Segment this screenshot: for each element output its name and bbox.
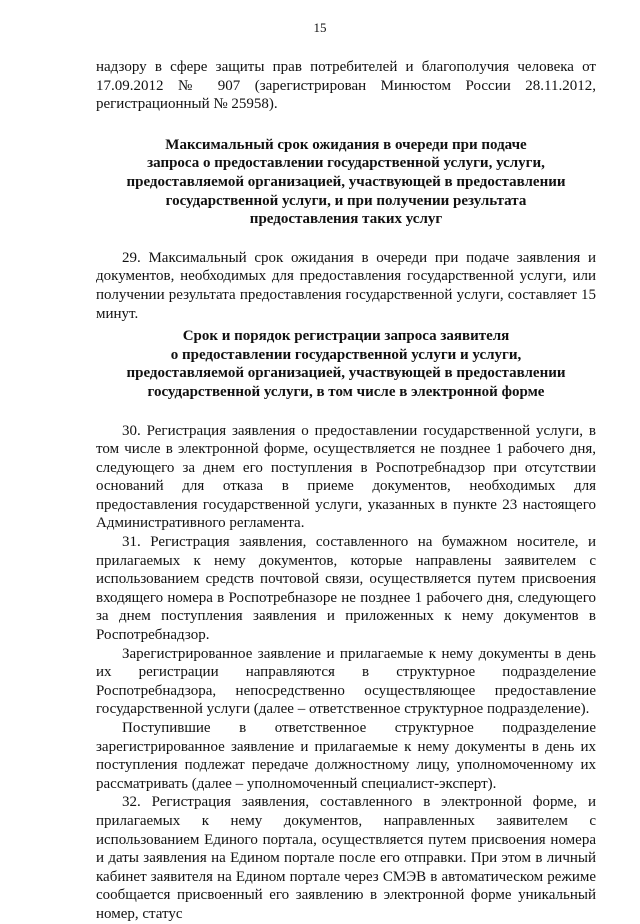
heading-line: предоставляемой организацией, участвующей в предоставлении xyxy=(126,173,566,190)
paragraph-31: 31. Регистрация заявления, составленного на бумажном носителе, и прилагаемых к нему документов, которые направлены заявителем с использованием средств почтовой связи, осуществляется путем присвоения входящего номера в Роспотребназоре не позднее 1 рабочего дня, следующего за днем поступления заявления и приложенных к нему документов в Роспотребнадзор. xyxy=(96,534,596,644)
heading-line: Максимальный срок ожидания в очереди при подаче xyxy=(165,136,527,153)
paragraph-31-incoming: Поступившие в ответственное структурное подразделение зарегистрированное заявление и прилагаемые к нему документы в день их поступления подлежат передаче должностному лицу, уполномоченному их рассматривать (далее – уполномоченный специалист-эксперт). xyxy=(96,720,596,792)
section-heading-registration xyxy=(96,327,596,401)
heading-line: государственной услуги, в том числе в электронной форме xyxy=(147,383,545,400)
page-number: 15 xyxy=(313,20,327,35)
heading-line: запроса о предоставлении государственной услуги, услуги, xyxy=(147,155,545,172)
page-content xyxy=(96,58,596,924)
heading-line: предоставляемой организацией, участвующей в предоставлении xyxy=(126,365,566,382)
heading-line: Срок и порядок регистрации запроса заявителя xyxy=(182,328,510,345)
heading-line: предоставления таких услуг xyxy=(249,211,443,228)
heading-line: государственной услуги, и при получении результата xyxy=(165,192,527,209)
paragraph-continuation: надзору в сфере защиты прав потребителей и благополучия человека от 17.09.2012 № 907 (зарегистрирован Минюстом России 28.11.2012, регистрационный № 25958). xyxy=(96,59,596,113)
paragraph-29: 29. Максимальный срок ожидания в очереди при подаче заявления и документов, необходимых для предоставления государственной услуги, или получении результата предоставления государственной услуги, составляет 15 минут. xyxy=(96,249,596,322)
paragraph-32: 32. Регистрация заявления, составленного в электронной форме, и прилагаемых к нему документов, направленных заявителем с использованием Единого портала, осуществляется путем присвоения номера и даты заявления на Едином портале после его отправки. При этом в личный кабинет заявителя на Едином портале через СМЭВ в автоматическом режиме сообщается присвоенный его заявлению в электронной форме уникальный номер, статус xyxy=(96,794,596,922)
heading-line: о предоставлении государственной услуги и услуги, xyxy=(170,346,522,363)
section-heading-queue-time xyxy=(96,136,596,229)
paragraph-30: 30. Регистрация заявления о предоставлении государственной услуги, в том числе в электронной форме, осуществляется не позднее 1 рабочего дня, следующего за днем его поступления в Роспотребнадзор при отсутствии оснований для отказа в приеме документов, необходимых для предоставления государственной услуги, указанных в пункте 23 настоящего Административного регламента. xyxy=(96,422,596,532)
paragraph-31-registered: Зарегистрированное заявление и прилагаемые к нему документы в день их регистрации направляются в структурное подразделение Роспотребнадзора, непосредственно осуществляющее предоставление государственной услуги (далее – ответственное структурное подразделение). xyxy=(96,645,596,718)
